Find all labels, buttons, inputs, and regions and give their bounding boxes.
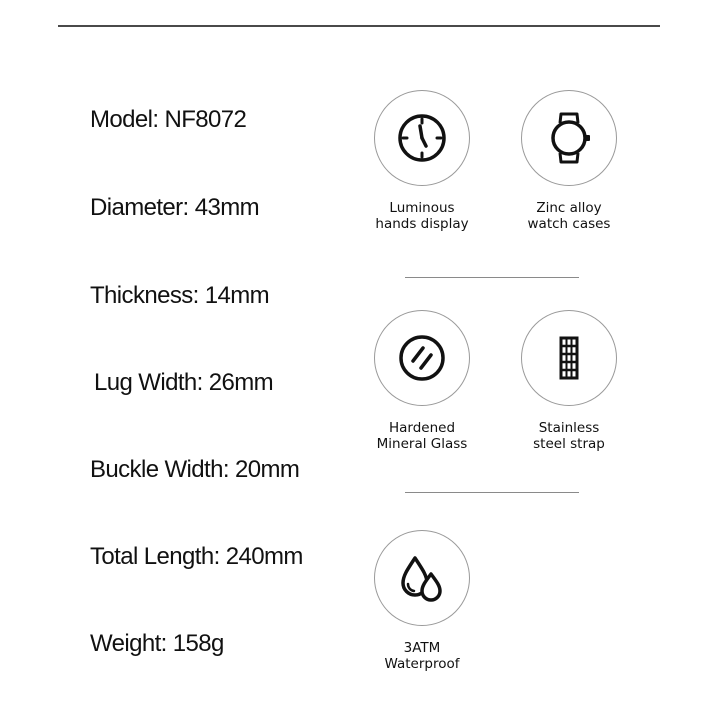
feature-icon-circle — [374, 310, 470, 406]
feature-caption-line1: Luminous — [389, 200, 455, 216]
feature-caption-line2: Waterproof — [384, 656, 460, 672]
spec-diameter: Diameter: 43mm — [90, 194, 259, 221]
spec-total-length: Total Length: 240mm — [90, 543, 303, 570]
feature-icon-circle — [521, 90, 617, 186]
feature-mineral-glass — [357, 310, 487, 452]
feature-caption-line1: Zinc alloy — [536, 200, 602, 216]
feature-steel-strap — [504, 310, 634, 452]
spec-weight: Weight: 158g — [90, 630, 224, 657]
feature-caption-line2: Mineral Glass — [376, 436, 468, 452]
spec-buckle-width: Buckle Width: 20mm — [90, 456, 300, 483]
feature-icon-circle — [521, 310, 617, 406]
water-drops-icon — [392, 548, 452, 608]
feature-icon-circle — [374, 90, 470, 186]
feature-caption-line1: Hardened — [388, 420, 456, 436]
feature-caption-line2: watch cases — [527, 216, 611, 232]
feature-luminous-hands — [357, 90, 487, 232]
spec-lug-width: Lug Width: 26mm — [94, 369, 274, 396]
clock-icon — [392, 108, 452, 168]
feature-caption — [504, 420, 634, 452]
watch-case-icon — [539, 108, 599, 168]
steel-strap-icon — [539, 328, 599, 388]
features-divider — [405, 492, 579, 493]
feature-caption-line2: hands display — [375, 216, 469, 232]
feature-caption-line1: Stainless — [538, 420, 600, 436]
spec-thickness: Thickness: 14mm — [90, 282, 270, 309]
spec-model: Model: NF8072 — [90, 106, 247, 133]
feature-waterproof — [357, 530, 487, 672]
feature-caption — [357, 200, 487, 232]
feature-caption — [357, 420, 487, 452]
feature-caption-line1: 3ATM — [403, 640, 441, 656]
top-divider — [58, 25, 660, 27]
feature-caption — [504, 200, 634, 232]
feature-icon-circle — [374, 530, 470, 626]
feature-caption-line2: steel strap — [533, 436, 605, 452]
feature-caption — [357, 640, 487, 672]
glass-icon — [392, 328, 452, 388]
features-divider — [405, 277, 579, 278]
feature-zinc-alloy-case — [504, 90, 634, 232]
